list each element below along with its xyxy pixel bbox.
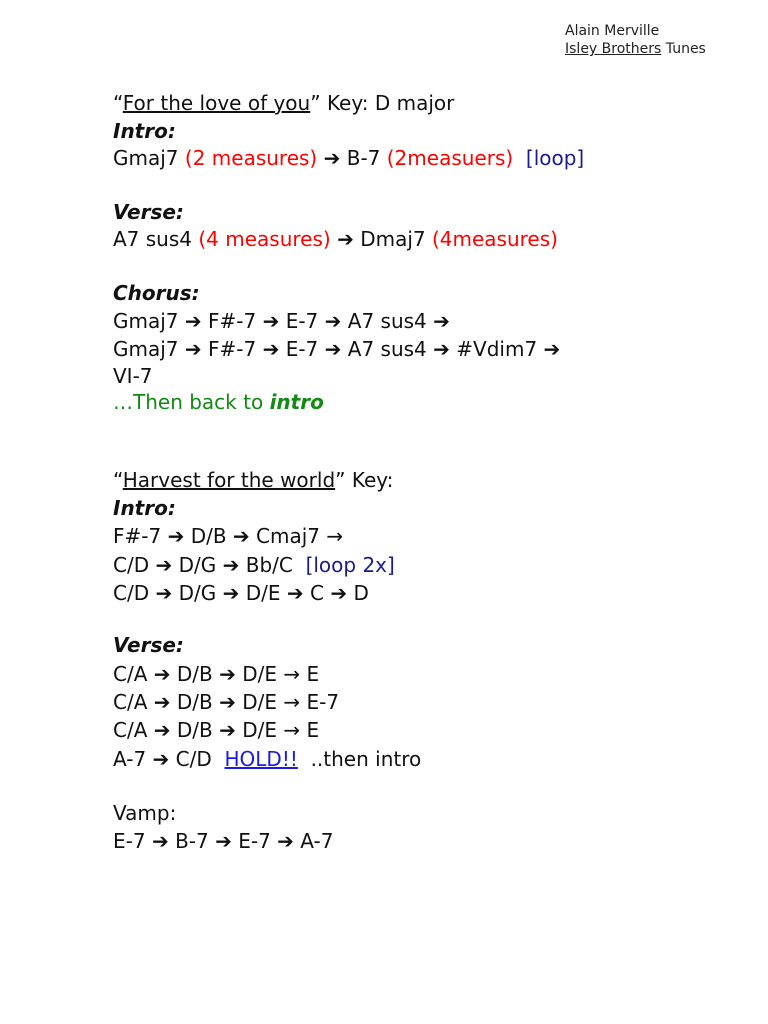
chord: VI-7 [113, 364, 153, 388]
chord: D/B [176, 662, 213, 686]
intro-progression [113, 144, 584, 172]
chord: C/A [113, 690, 148, 714]
chord: Bb/C [245, 553, 293, 577]
chord: E-7 [113, 829, 146, 853]
chord: E-7 [285, 309, 319, 333]
section-label-vamp: Vamp: [113, 801, 177, 825]
chord: E-7 [306, 690, 340, 714]
chord: D/B [176, 718, 213, 742]
chord: E-7 [238, 829, 271, 853]
chord: #Vdim7 [456, 337, 538, 361]
arrow-icon: ➔ [215, 829, 232, 853]
chord: F#-7 [113, 524, 162, 548]
chord-line [113, 660, 319, 688]
chord: D/E [242, 690, 277, 714]
arrow-icon: ➔ [433, 337, 450, 361]
chord-line [113, 522, 343, 550]
arrow-icon: ➔ [323, 146, 341, 170]
measure-note: (2 measures) [184, 146, 318, 170]
arrow-icon: ➔ [324, 309, 342, 333]
chord: Gmaj7 [113, 337, 179, 361]
header-subtitle [565, 40, 706, 58]
chord: D/G [178, 581, 217, 605]
arrow-icon: ➔ [219, 662, 236, 686]
open-quote: “ [113, 468, 123, 492]
arrow-icon: ➔ [184, 309, 202, 333]
chord: D/B [190, 524, 227, 548]
verse-progression [113, 225, 558, 253]
arrow-icon: ➔ [324, 337, 342, 361]
section-label-intro: Intro: [113, 119, 176, 143]
chord: Gmaj7 [113, 309, 179, 333]
arrow-icon: ➔ [222, 581, 240, 605]
arrow-icon: ➔ [337, 227, 354, 251]
arrow-icon: ➔ [433, 309, 450, 333]
arrow-icon: → [326, 524, 344, 548]
chord: D/E [245, 581, 281, 605]
arrow-icon: ➔ [277, 829, 294, 853]
chord: D/B [176, 690, 213, 714]
chord-line [113, 362, 153, 390]
chord: A-7 [113, 747, 147, 771]
section-label-verse: Verse: [113, 200, 184, 224]
arrow-icon: ➔ [153, 690, 171, 714]
arrow-icon: ➔ [330, 581, 348, 605]
loop-note: [loop] [525, 146, 585, 170]
chord: B-7 [175, 829, 209, 853]
chord: E-7 [285, 337, 319, 361]
chord: Cmaj7 [256, 524, 321, 548]
song-title-line [113, 466, 393, 494]
arrow-icon: → [283, 690, 301, 714]
outro-target: intro [269, 390, 324, 414]
chord: C/D [175, 747, 212, 771]
chord-line [113, 335, 560, 363]
section-label-chorus: Chorus: [113, 281, 200, 305]
section-label-intro: Intro: [113, 496, 176, 520]
arrow-icon: ➔ [167, 524, 185, 548]
chord-line [113, 307, 450, 335]
chord-group [113, 747, 212, 771]
chord: B-7 [346, 146, 381, 170]
chord: A7 sus4 [347, 309, 427, 333]
chord-group [113, 553, 293, 577]
artist-name: Isley Brothers [565, 41, 662, 57]
arrow-icon: ➔ [219, 690, 236, 714]
loop-note: [loop 2x] [305, 553, 395, 577]
chord: D [353, 581, 369, 605]
measure-note: (2measuers) [386, 146, 514, 170]
arrow-icon: ➔ [152, 747, 170, 771]
chord: C [309, 581, 324, 605]
arrow-icon: ➔ [232, 524, 250, 548]
chord: D/E [242, 662, 277, 686]
song-title: For the love of you [122, 91, 311, 115]
chord: F#-7 [208, 309, 257, 333]
outro-text: …Then back to [113, 390, 264, 414]
chord: E [306, 662, 320, 686]
chord-line [113, 579, 369, 607]
chord: Gmaj7 [113, 146, 179, 170]
section-label-verse: Verse: [113, 633, 184, 657]
arrow-icon: ➔ [262, 337, 280, 361]
arrow-icon: → [283, 662, 301, 686]
outro-note [113, 388, 324, 416]
chord: A-7 [300, 829, 334, 853]
chord: D/E [242, 718, 277, 742]
chord-line [113, 745, 421, 773]
open-quote: “ [113, 91, 123, 115]
song-title: Harvest for the world [122, 468, 336, 492]
chord-line [113, 827, 333, 855]
arrow-icon: → [283, 718, 301, 742]
song-key: ” Key: [335, 468, 394, 492]
measure-note: (4 measures) [198, 227, 331, 251]
chord: D/G [178, 553, 217, 577]
chord: C/D [113, 581, 150, 605]
hold-link[interactable]: HOLD!! [224, 747, 298, 771]
arrow-icon: ➔ [153, 662, 171, 686]
measure-note: (4measures) [431, 227, 558, 251]
arrow-icon: ➔ [153, 718, 171, 742]
then-note: ..then intro [310, 747, 422, 771]
chord: F#-7 [208, 337, 257, 361]
arrow-icon: ➔ [219, 718, 236, 742]
chord: A7 sus4 [113, 227, 193, 251]
arrow-icon: ➔ [151, 829, 169, 853]
arrow-icon: ➔ [222, 553, 240, 577]
tunes-label: Tunes [665, 41, 706, 57]
chord: E [306, 718, 320, 742]
chord: C/D [113, 553, 150, 577]
chord: C/A [113, 718, 148, 742]
arrow-icon: ➔ [543, 337, 561, 361]
chord: C/A [113, 662, 148, 686]
author-name: Alain Merville [565, 23, 660, 39]
song-title-line [113, 89, 454, 117]
chord-line [113, 716, 319, 744]
chord-line [113, 551, 395, 579]
chord: A7 sus4 [347, 337, 427, 361]
arrow-icon: ➔ [155, 581, 173, 605]
arrow-icon: ➔ [286, 581, 304, 605]
chord: Dmaj7 [360, 227, 426, 251]
arrow-icon: ➔ [155, 553, 173, 577]
arrow-icon: ➔ [184, 337, 202, 361]
chord-line [113, 688, 339, 716]
song-key: ” Key: D major [310, 91, 455, 115]
arrow-icon: ➔ [262, 309, 280, 333]
